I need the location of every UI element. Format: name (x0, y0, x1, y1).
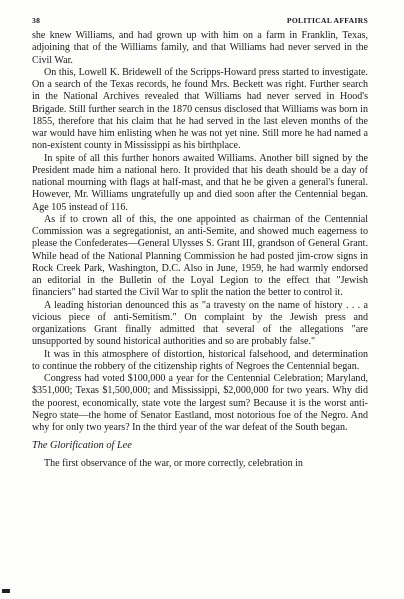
journal-title: POLITICAL AFFAIRS (286, 16, 368, 25)
page-number: 38 (32, 16, 41, 25)
article-body (32, 30, 368, 470)
paragraph-4: As if to crown all of this, the one appointed as chairman of the Centennial Commission was a segregationist, an anti-Semite, and showed much eagerness to please the Confederates—General Ulysses S. Grant III, grandson of General Grant. While head of the National Planning Commission he had posted jim-crow signs in Rock Creek Park, Washington, D.C. Also in June, 1959, he had warmly endorsed an editorial in the Bulletin of the Loyal Legion to the effect that "Jewish financiers" had started the Civil War to split the nation the better to control it. (32, 213, 368, 299)
paragraph-2: On this, Lowell K. Bridewell of the Scripps-Howard press started to investigate. On a search of the Texas records, he found Mrs. Beckett was right. Further search in the National Archives revealed that Williams had never served in Hood's Brigade. Still further search in the 1870 census disclosed that Williams was born in 1855, therefore that his claim that he had served in the last eleven months of the war would have him enlisting when he was not yet nine. Still more he had named a non-existent county in Mississippi as his birthplace. (32, 66, 368, 152)
running-header (32, 16, 368, 28)
scan-edge-mark (2, 589, 10, 593)
paragraph-5: A leading historian denounced this as "a travesty on the name of history . . . a vicious piece of anti-Semitism." On complaint by the Jewish press and organizations Grant finally admitted that several of the allegations "are unsupported by sound historical authorities and so are probably false." (32, 299, 368, 348)
paragraph-7: Congress had voted $100,000 a year for the Centennial Celebration; Maryland, $351,000; Texas $1,500,000; and Mississippi, $2,000,000 for two years. Why did the poorest, economically, state vote the largest sum? Because it is the worst anti-Negro state—the home of Senator Eastland, most notorious foe of the Negro. And why for only two years? In the third year of the war defeat of the South began. (32, 373, 368, 433)
paragraph-1: she knew Williams, and had grown up with him on a farm in Franklin, Texas, adjoining that of the Williams family, and that Williams had never served in the Civil War. (32, 30, 368, 66)
paragraph-8: The first observance of the war, or more correctly, celebration in (44, 457, 303, 469)
paragraph-6: It was in this atmosphere of distortion, historical falsehood, and determination to continue the robbery of the citizenship rights of Negroes the Centennial began. (32, 348, 368, 372)
section-heading: The Glorification of Lee (32, 440, 132, 452)
paragraph-3: In spite of all this further honors awaited Williams. Another bill signed by the President made him a national hero. It provided that his death should be a day of national mourning with flags at half-mast, and that he be given a general's funeral. However, Mr. Williams ungratefully up and died soon after the Centennial began. Age 105 instead of 116. (32, 152, 368, 213)
